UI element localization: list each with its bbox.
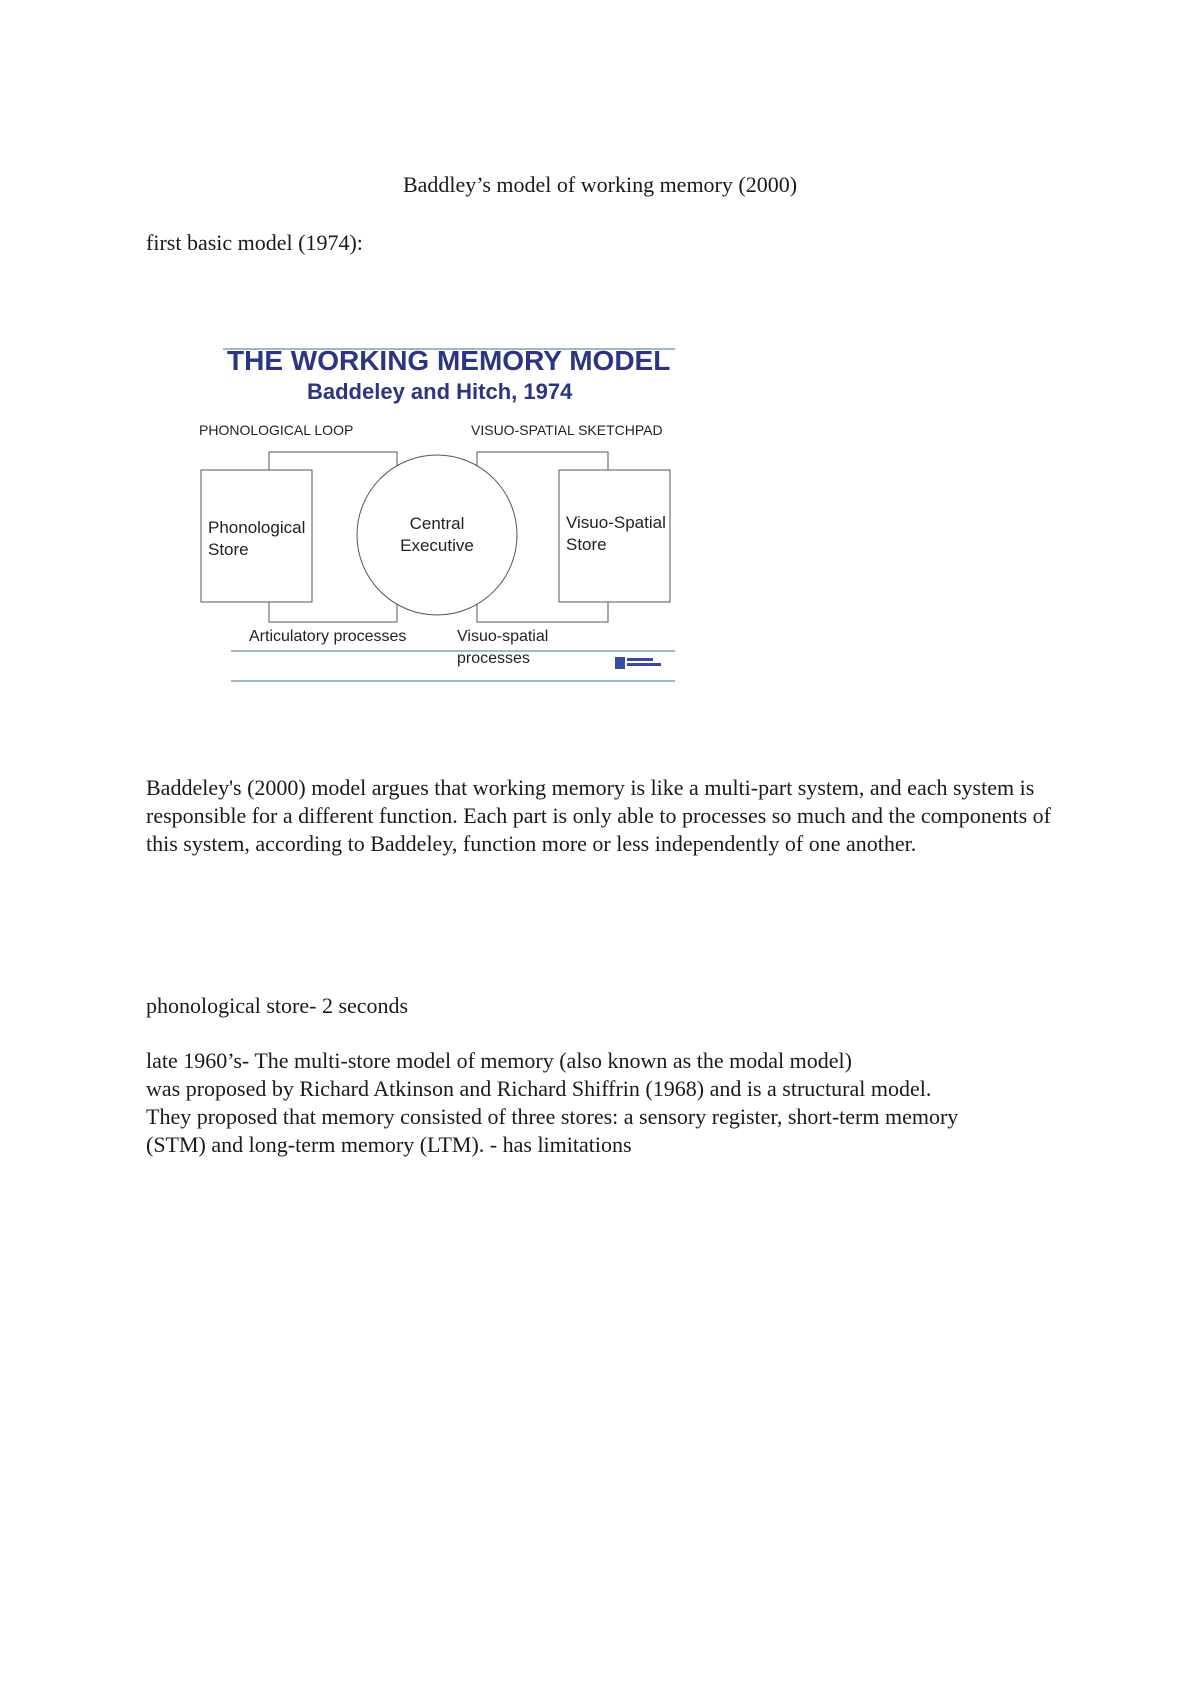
multistore-line: (STM) and long-term memory (LTM). - has limitations bbox=[146, 1132, 632, 1157]
phonological-store-note: phonological store- 2 seconds bbox=[146, 993, 409, 1018]
section-subheading: first basic model (1974): bbox=[146, 230, 363, 255]
phonological-store-label-2: Store bbox=[208, 540, 249, 559]
multistore-paragraph bbox=[146, 1047, 1086, 1159]
visuo-spatial-processes-label-2: processes bbox=[457, 650, 530, 667]
multistore-line: They proposed that memory consisted of three stores: a sensory register, short-term memory bbox=[146, 1104, 959, 1129]
phonological-store-label: Phonological bbox=[208, 518, 306, 537]
visuo-spatial-sketchpad-label: VISUO-SPATIAL SKETCHPAD bbox=[471, 422, 663, 438]
working-memory-model-figure bbox=[195, 287, 680, 691]
central-executive-label-2: Executive bbox=[400, 536, 474, 555]
document-title: Baddley’s model of working memory (2000) bbox=[402, 172, 798, 197]
visuo-spatial-store-label-2: Store bbox=[566, 535, 607, 554]
articulatory-processes-label: Articulatory processes bbox=[249, 628, 407, 645]
central-executive-label: Central bbox=[409, 514, 465, 533]
figure-subtitle: Baddeley and Hitch, 1974 bbox=[307, 379, 573, 404]
multistore-line: late 1960’s- The multi-store model of memory (also known as the modal model) bbox=[146, 1048, 852, 1073]
multistore-line: was proposed by Richard Atkinson and Richard Shiffrin (1968) and is a structural model. bbox=[146, 1076, 932, 1101]
figure-title: THE WORKING MEMORY MODEL bbox=[227, 345, 671, 376]
intro-paragraph: Baddeley's (2000) model argues that working memory is like a multi-part system, and each system is responsible for a different function. Each part is only able to processes so much and the components of this system, according to Baddeley, function more or less independently of one another. bbox=[146, 775, 1052, 856]
phonological-loop-label: PHONOLOGICAL LOOP bbox=[199, 422, 354, 438]
central-executive-circle bbox=[357, 455, 517, 615]
visuo-spatial-store-label: Visuo-Spatial bbox=[566, 513, 666, 532]
visuo-spatial-processes-label: Visuo-spatial bbox=[457, 628, 549, 645]
